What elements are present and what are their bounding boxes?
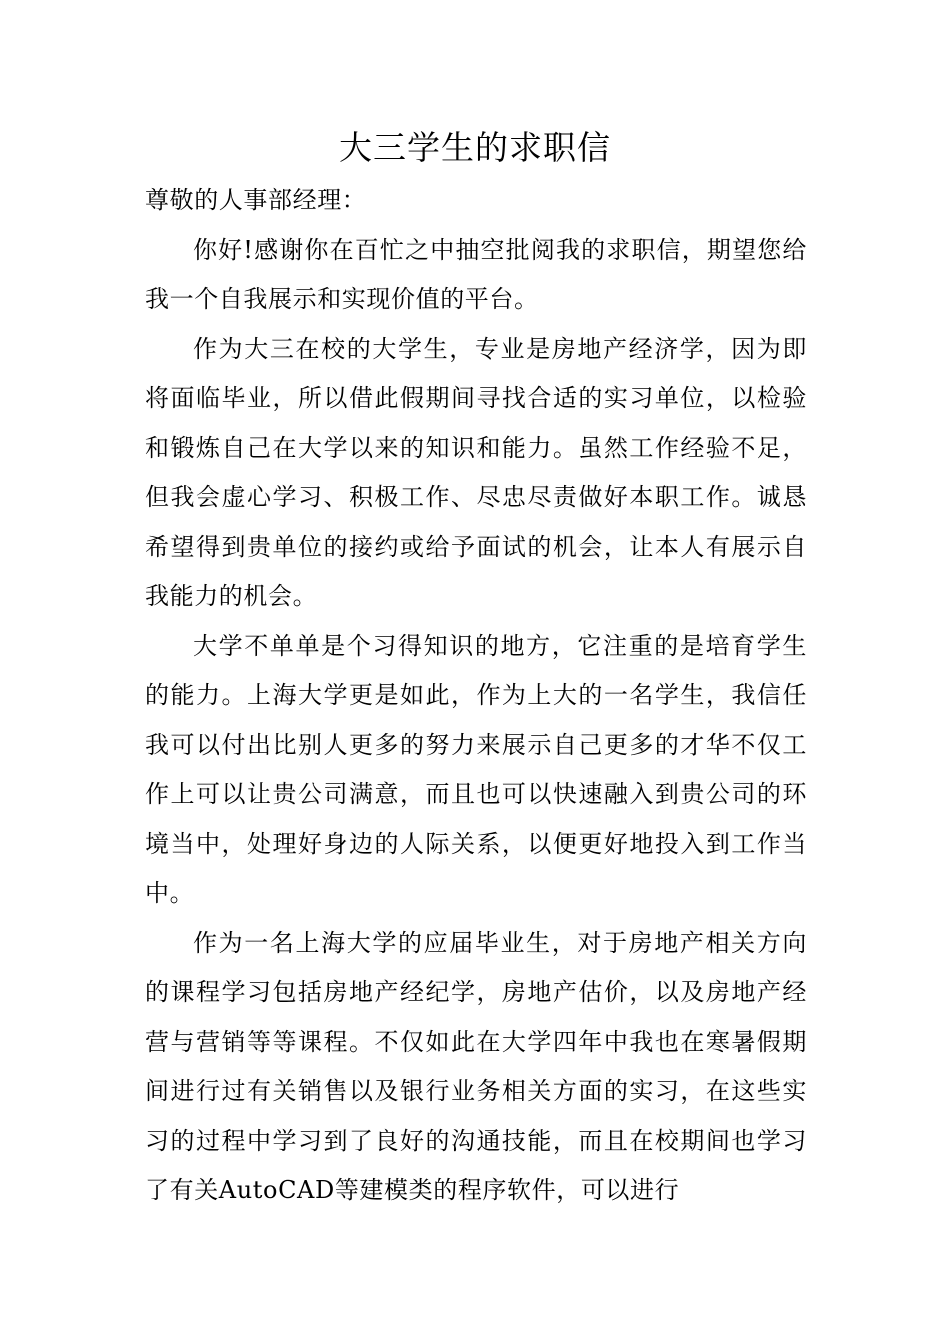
paragraph-introduction: 作为大三在校的大学生，专业是房地产经济学，因为即将面临毕业，所以借此假期间寻找合适的实习单位，以检验和锻炼自己在大学以来的知识和能力。虽然工作经验不足，但我会虚心学习、积极工作、尽忠尽责做好本职工作。诚恳希望得到贵单位的接约或给予面试的机会，让本人有展示自我能力的机会。	[145, 334, 807, 610]
paragraph-university: 大学不单单是个习得知识的地方，它注重的是培育学生的能力。上海大学更是如此，作为上大的一名学生，我信任我可以付出比别人更多的努力来展示自己更多的才华不仅工作上可以让贵公司满意，而且也可以快速融入到贵公司的环境当中，处理好身边的人际关系，以便更好地投入到工作当中。	[145, 631, 807, 907]
paragraph-greeting: 你好!感谢你在百忙之中抽空批阅我的求职信，期望您给我一个自我展示和实现价值的平台。	[145, 235, 807, 313]
letter-body	[145, 176, 807, 1216]
document-title: 大三学生的求职信	[339, 128, 611, 167]
paragraph-coursework: 作为一名上海大学的应届毕业生，对于房地产相关方向的课程学习包括房地产经纪学，房地产估价，以及房地产经营与营销等等课程。不仅如此在大学四年中我也在寒暑假期间进行过有关销售以及银行业务相关方面的实习，在这些实习的过程中学习到了良好的沟通技能，而且在校期间也学习了有关AutoCAD等建模类的程序软件，可以进行	[145, 928, 807, 1204]
salutation: 尊敬的人事部经理：	[145, 186, 367, 214]
